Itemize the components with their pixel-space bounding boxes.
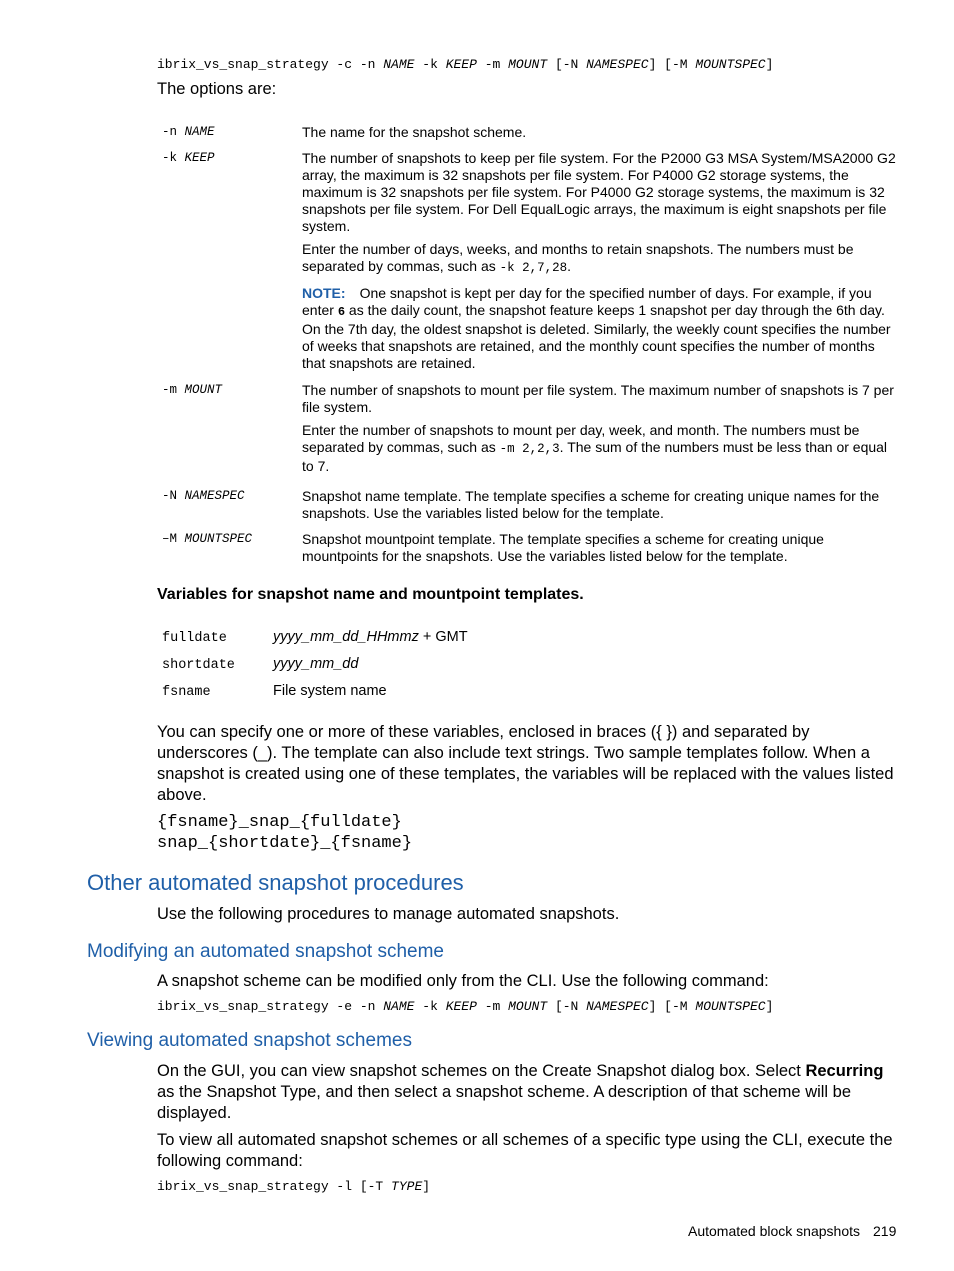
template-example: snap_{shortdate}_{fsname}: [157, 834, 413, 853]
subsection-title-view: Viewing automated snapshot schemes: [87, 1030, 412, 1051]
option-description: Snapshot mountpoint template. The template specifies a scheme for creating unique mountpoints for the snapshots. Use the variables listed below for the template.: [302, 531, 824, 564]
page-number: 219: [873, 1223, 897, 1239]
list-command: ibrix_vs_snap_strategy -l [-T TYPE]: [157, 1179, 431, 1194]
subsection-title-modify: Modifying an automated snapshot scheme: [87, 941, 444, 962]
option-flag: -N NAMESPEC: [162, 489, 245, 503]
variables-heading: Variables for snapshot name and mountpoint templates.: [157, 586, 584, 603]
note-label: NOTE:: [302, 285, 346, 301]
variables-paragraph: You can specify one or more of these variables, enclosed in braces ({ }) and separated by underscores (_). The template can also include text strings. Two sample templates follow. When a snapshot is created using one of these templates, the variables will be replaced with the values listed above.: [157, 723, 894, 804]
option-flag: -n NAME: [162, 125, 215, 139]
option-description: The number of snapshots to keep per file system. For the P2000 G3 MSA System/MSA2000 G2 array, the maximum is 32 snapshots per file system. For P4000 G2 storage systems, the maximum is 32 snapshots per file system. For P4000 G2 storage systems, the maximum is 32 snapshots per file system. For Dell EqualLogic arrays, the maximum is eight snapshots per file system.: [302, 150, 896, 234]
option-flag: -m MOUNT: [162, 383, 223, 397]
footer-section: Automated block snapshots: [688, 1223, 860, 1239]
note-block: NOTE: One snapshot is kept per day for the specified number of days. For example, if you enter 6 as the daily count, the snapshot feature keeps 1 snapshot per day through the 6th day. On the 7th day, the oldest snapshot is deleted. Similarly, the weekly count specifies the number of weeks that snapshots are retained, and the monthly count specifies the number of months that snapshots are retained.: [302, 285, 891, 371]
option-description: Snapshot name template. The template specifies a scheme for creating unique names for the snapshots. Use the variables listed below for the template.: [302, 488, 880, 521]
variable-value: yyyy_mm_dd_HHmmz + GMT: [273, 629, 468, 645]
create-command: ibrix_vs_snap_strategy -c -n NAME -k KEEP -m MOUNT [-N NAMESPEC] [-M MOUNTSPEC]: [157, 57, 774, 72]
option-description: The name for the snapshot scheme.: [302, 124, 527, 140]
section-intro: Use the following procedures to manage automated snapshots.: [157, 905, 620, 923]
option-flag: –M MOUNTSPEC: [162, 532, 253, 546]
options-intro: The options are:: [157, 80, 277, 98]
view-paragraph-2: To view all automated snapshot schemes or all schemes of a specific type using the CLI, execute the following command:: [157, 1131, 893, 1170]
variable-value: File system name: [273, 683, 387, 699]
option-description: The number of snapshots to mount per file system. The maximum number of snapshots is 7 per file system.: [302, 382, 894, 415]
variable-name: fsname: [162, 685, 211, 700]
modify-text: A snapshot scheme can be modified only from the CLI. Use the following command:: [157, 972, 769, 990]
variable-name: fulldate: [162, 631, 227, 646]
variable-value: yyyy_mm_dd: [273, 656, 359, 672]
option-description-2: Enter the number of snapshots to mount per day, week, and month. The numbers must be separated by commas, such as -m 2,2,3. The sum of the numbers must be less than or equal to 7.: [302, 422, 888, 474]
section-title: Other automated snapshot procedures: [87, 870, 464, 895]
modify-command: ibrix_vs_snap_strategy -e -n NAME -k KEEP -m MOUNT [-N NAMESPEC] [-M MOUNTSPEC]: [157, 999, 774, 1014]
view-paragraph-1: On the GUI, you can view snapshot schemes on the Create Snapshot dialog box. Select Recurring as the Snapshot Type, and then select a snapshot scheme. A description of that scheme will be displayed.: [157, 1062, 884, 1122]
option-description-2: Enter the number of days, weeks, and months to retain snapshots. The numbers must be separated by commas, such as -k 2,7,28.: [302, 241, 854, 275]
option-flag: -k KEEP: [162, 151, 215, 165]
variable-name: shortdate: [162, 658, 235, 673]
template-example: {fsname}_snap_{fulldate}: [157, 813, 402, 832]
